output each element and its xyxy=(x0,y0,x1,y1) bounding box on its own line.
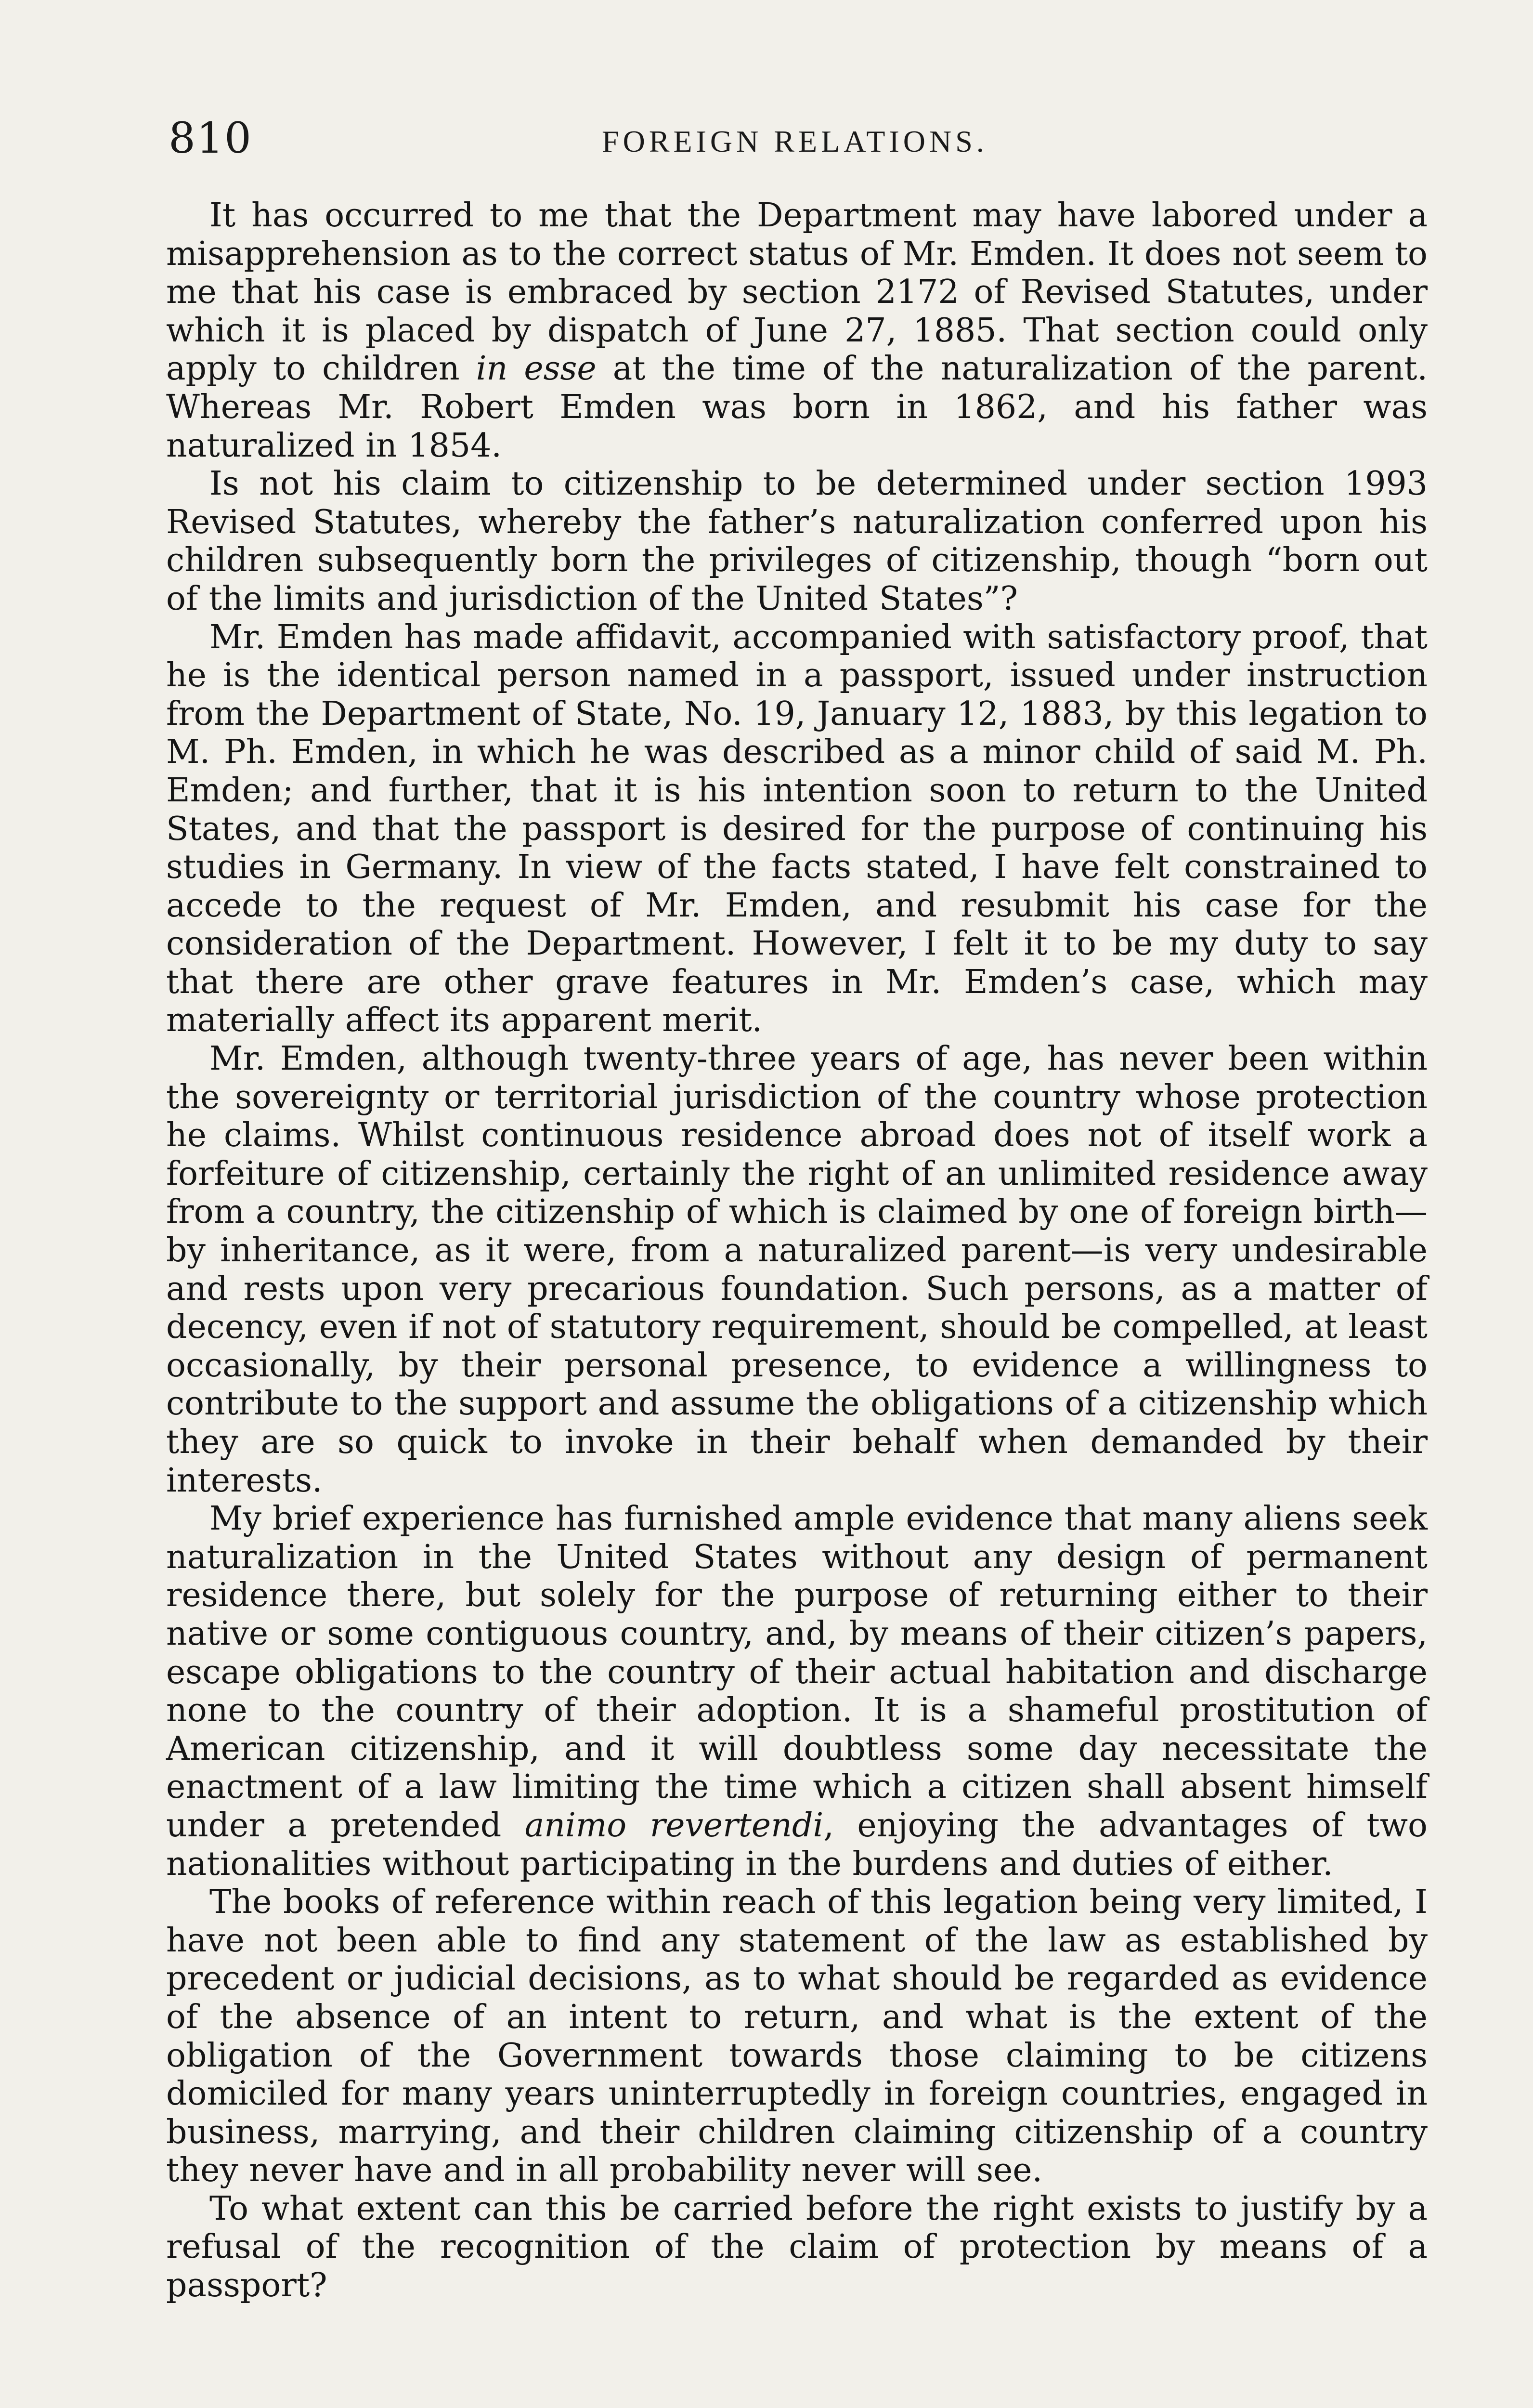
paragraph-4 xyxy=(166,1040,1428,1500)
paragraph-text: The books of reference within reach of this legation being very limited, I have not been able to find any statement of the law as established by precedent or judicial decisions, as to what should be regarded as evidence of the absence of an intent to return, and what is the extent of the obligation of the Government towards those claiming to be citizens domiciled for many years uninterruptedly in foreign countries, engaged in business, marrying, and their children claiming citizenship of a country they never have and in all probability never will see. xyxy=(166,1883,1428,2190)
paragraph-text: Is not his claim to citizenship to be determined under section 1993 Revised Statutes, whereby the father’s naturalization conferred upon his children subsequently born the privileges of citizenship, though “born out of the limits and jurisdiction of the United States”? xyxy=(166,465,1428,618)
paragraph-text: My brief experience has furnished ample evidence that many aliens seek naturalization in the United States without any design of permanent residence there, but solely for the purpose of returning either to their native or some contiguous country, and, by means of their citizen’s papers, escape obligations to the country of their actual habitation and discharge none to the country of their adoption. It is a shameful prostitution of American citizenship, and it will doubtless some day necessitate the enactment of a law limiting the time which a citizen shall absent himself under a pretended xyxy=(166,1500,1428,1845)
page-number: 810 xyxy=(169,113,252,163)
paragraph-7 xyxy=(166,2190,1428,2305)
body-text xyxy=(166,196,1428,2305)
page-header xyxy=(169,112,1430,170)
paragraph-text: Mr. Emden, although twenty-three years of age, has never been within the sovereignty or territorial jurisdiction of the country whose protection he claims. Whilst continuous residence abroad does not of itself work a forfeiture of citizenship, certainly the right of an unlimited residence away from a country, the citizenship of which is claimed by one of foreign birth—by inheritance, as it were, from a naturalized parent—is very undesirable and rests upon very precarious foundation. Such persons, as a matter of decency, even if not of statutory requirement, should be compelled, at least occasionally, by their personal presence, to evidence a willingness to contribute to the support and assume the obligations of a citizenship which they are so quick to invoke in their behalf when demanded by their interests. xyxy=(166,1040,1428,1500)
paragraph-1 xyxy=(166,196,1428,465)
paragraph-text: It has occurred to me that the Department may have labored under a misapprehension as to the correct status of Mr. Emden. It does not seem to me that his case is embraced by section 2172 of Revised Statutes, under which it is placed by dispatch of June 27, 1885. That section could only apply to children xyxy=(166,196,1428,388)
paragraph-3 xyxy=(166,618,1428,1040)
italic-phrase: animo revertendi xyxy=(524,1806,824,1845)
paragraph-5 xyxy=(166,1500,1428,1883)
paragraph-6 xyxy=(166,1883,1428,2190)
paragraph-2 xyxy=(166,465,1428,618)
paragraph-text: To what extent can this be carried before the right exists to justify by a refusal of the recognition of the claim of protection by means of a passport? xyxy=(166,2189,1428,2305)
paragraph-text: at the time of the naturalization of the parent. Whereas Mr. Robert Emden was born in 1862, and his father was naturalized in 1854. xyxy=(166,350,1428,465)
paragraph-text: , enjoying the advantages of two nationalities without participating in the burdens and duties of either. xyxy=(166,1806,1428,1883)
paragraph-text: Mr. Emden has made affidavit, accompanied with satisfactory proof, that he is the identical person named in a passport, issued under instruction from the Department of State, No. 19, January 12, 1883, by this legation to M. Ph. Emden, in which he was described as a minor child of said M. Ph. Emden; and further, that it is his intention soon to return to the United States, and that the passport is desired for the purpose of continuing his studies in Germany. In view of the facts stated, I have felt constrained to accede to the request of Mr. Emden, and resubmit his case for the consideration of the Department. However, I felt it to be my duty to say that there are other grave features in Mr. Emden’s case, which may materially affect its apparent merit. xyxy=(166,618,1428,1040)
running-head: FOREIGN RELATIONS. xyxy=(602,124,988,158)
italic-phrase: in esse xyxy=(476,350,597,388)
